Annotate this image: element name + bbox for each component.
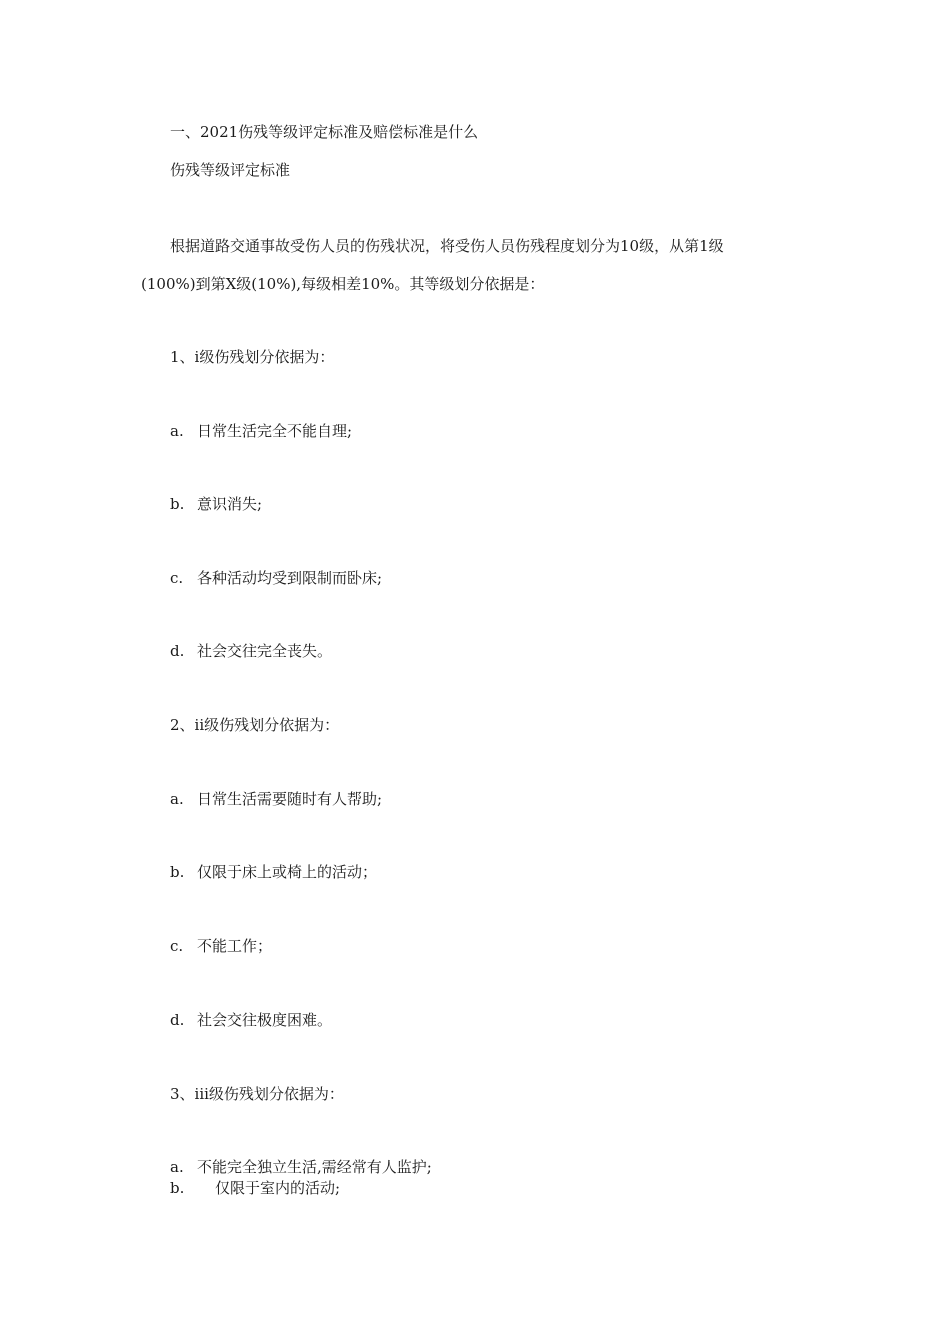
list-item-text: 日常生活需要随时有人帮助;: [197, 790, 383, 808]
list-item: [170, 421, 352, 441]
list-item: [170, 862, 377, 882]
list-item-text: 社会交往极度困难。: [197, 1011, 333, 1029]
list-marker: a.: [170, 1158, 184, 1176]
grade-2-heading: 2、ii级伤残划分依据为：: [170, 716, 340, 734]
list-item: [170, 641, 332, 661]
list-marker: a.: [170, 422, 184, 440]
list-marker: a.: [170, 790, 184, 808]
list-item-text: 各种活动均受到限制而卧床;: [197, 569, 383, 587]
list-item: [170, 1157, 432, 1177]
list-item-text: 仅限于床上或椅上的活动；: [197, 863, 378, 881]
list-item-text: 社会交往完全丧失。: [197, 642, 333, 660]
list-marker: b.: [170, 863, 185, 881]
document-title: 一、2021伤残等级评定标准及赔偿标准是什么: [170, 123, 479, 141]
list-marker: b.: [170, 495, 185, 513]
list-item: [170, 494, 262, 514]
list-item: [170, 789, 382, 809]
list-item-text: 不能工作；: [197, 937, 273, 955]
list-item-text: 仅限于室内的活动;: [215, 1179, 341, 1197]
section-subtitle: 伤残等级评定标准: [170, 161, 291, 179]
list-item-text: 日常生活完全不能自理;: [197, 422, 353, 440]
list-item: [170, 1010, 332, 1030]
list-marker: b.: [170, 1179, 185, 1197]
list-item: [170, 1178, 340, 1198]
grade-3-heading: 3、iii级伤残划分依据为：: [170, 1085, 344, 1103]
grade-1-heading: 1、i级伤残划分依据为：: [170, 348, 335, 366]
list-marker: d.: [170, 1011, 185, 1029]
list-item-text: 不能完全独立生活,需经常有人监护;: [197, 1158, 432, 1176]
list-marker: d.: [170, 642, 185, 660]
list-item: [170, 936, 272, 956]
list-marker: c.: [170, 937, 184, 955]
intro-paragraph-line-1: 根据道路交通事故受伤人员的伤残状况，将受伤人员伤残程度划分为10级，从第1级: [170, 237, 724, 255]
list-marker: c.: [170, 569, 184, 587]
list-item-text: 意识消失;: [197, 495, 263, 513]
list-item: [170, 568, 382, 588]
intro-paragraph-line-2: (100%)到第X级(10%),每级相差10%。其等级划分依据是：: [141, 275, 545, 293]
